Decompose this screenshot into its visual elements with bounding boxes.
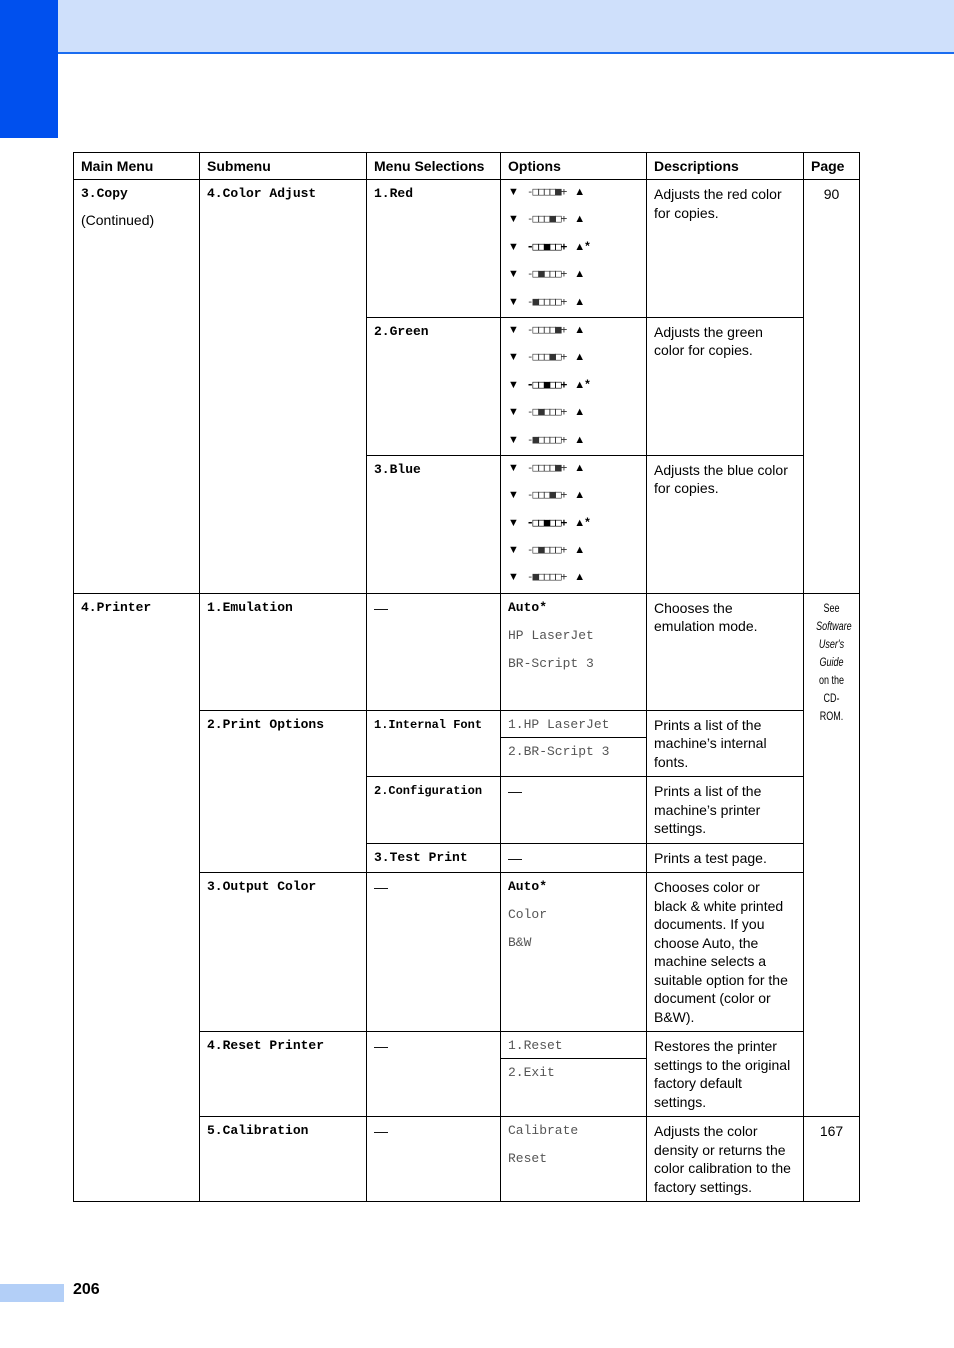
options-blue [501, 455, 647, 593]
level-bar: -□□□□■+ [526, 185, 567, 198]
page-ref-line: User's [818, 636, 845, 651]
default-marker: * [585, 514, 590, 529]
footer-tab [0, 1284, 64, 1302]
down-arrow-icon: ▼ [508, 323, 519, 336]
down-arrow-icon: ▼ [508, 268, 519, 281]
level-list [508, 180, 639, 317]
selection-red: 1.Red [367, 180, 501, 318]
option-reset: Reset [508, 1151, 548, 1167]
options-emulation [501, 593, 647, 710]
submenu-print-options: 2.Print Options [200, 710, 367, 873]
header-menu-selections: Menu Selections [367, 153, 501, 180]
selection-emulation-dash: — [367, 593, 501, 710]
selection-test-print: 3.Test Print [367, 843, 501, 873]
up-arrow-icon: ▲ [574, 186, 586, 198]
color-level-option [508, 428, 639, 455]
table-header-row [74, 153, 860, 180]
table-row [74, 180, 860, 318]
options-output-color [501, 873, 647, 1032]
header-main-menu: Main Menu [74, 153, 200, 180]
color-level-option [508, 538, 639, 565]
header-descriptions: Descriptions [647, 153, 804, 180]
submenu-reset-printer: 4.Reset Printer [200, 1032, 367, 1117]
desc-internal-font: Prints a list of the machine’s internal fonts. [647, 710, 804, 777]
up-arrow-icon: ▲ [574, 433, 586, 446]
option-reset: 1.Reset [501, 1032, 646, 1059]
options-test-print-dash: — [501, 843, 647, 873]
selection-output-color-dash: — [367, 873, 501, 1032]
submenu-output-color: 3.Output Color [200, 873, 367, 1032]
option-color: Color [508, 907, 548, 923]
down-arrow-icon: ▼ [508, 544, 519, 557]
header-page: Page [804, 153, 860, 180]
page-color-adjust: 90 [804, 180, 860, 594]
level-bar: -□□■□□+ [526, 239, 567, 253]
selection-green: 2.Green [367, 317, 501, 455]
down-arrow-icon: ▼ [508, 378, 519, 391]
option-calibrate: Calibrate [508, 1123, 579, 1139]
selection-configuration: 2.Configuration [367, 777, 501, 844]
main-menu-printer: 4.Printer [74, 593, 200, 1202]
page-calibration: 167 [804, 1117, 860, 1202]
option-hp-laserjet: 1.HP LaserJet [501, 711, 646, 738]
option-auto: Auto* [508, 599, 548, 615]
color-level-option [508, 373, 639, 400]
level-bar: -■□□□□+ [526, 570, 567, 584]
level-bar: -□■□□□+ [526, 405, 567, 419]
selection-blue: 3.Blue [367, 455, 501, 593]
color-level-option [508, 318, 639, 345]
down-arrow-icon: ▼ [508, 406, 519, 419]
selection-calibration-dash: — [367, 1117, 501, 1202]
default-marker: * [585, 376, 590, 391]
up-arrow-icon: ▲ [574, 461, 586, 474]
desc-configuration: Prints a list of the machine’s printer settings. [647, 777, 804, 844]
desc-red: Adjusts the red color for copies. [647, 180, 804, 318]
header-options: Options [501, 153, 647, 180]
level-list [508, 456, 639, 593]
option-exit: 2.Exit [508, 1065, 555, 1081]
up-arrow-icon: ▲ [574, 351, 586, 364]
color-level-option [508, 207, 639, 234]
level-bar: -□□■□□+ [526, 515, 567, 529]
option-br-script: 2.BR-Script 3 [508, 743, 610, 759]
up-arrow-icon: ▲ [574, 295, 586, 308]
header-submenu: Submenu [200, 153, 367, 180]
page-number: 206 [73, 1281, 100, 1298]
option-hp-laserjet: HP LaserJet [508, 627, 594, 643]
down-arrow-icon: ▼ [508, 489, 519, 502]
up-arrow-icon: ▲ [574, 323, 586, 336]
page-ref-line: Guide [819, 654, 844, 669]
color-level-option [508, 565, 639, 592]
up-arrow-icon: ▲ [574, 378, 586, 391]
level-list [508, 318, 639, 455]
page-ref-line: CD-ROM. [819, 690, 844, 723]
color-level-option [508, 180, 639, 207]
selection-reset-printer-dash: — [367, 1032, 501, 1117]
level-bar: -□□□■□+ [526, 350, 567, 364]
submenu-emulation: 1.Emulation [200, 593, 367, 710]
level-bar: -■□□□□+ [526, 432, 567, 446]
desc-emulation: Chooses the emulation mode. [647, 593, 804, 710]
color-level-option [508, 456, 639, 483]
down-arrow-icon: ▼ [508, 571, 519, 584]
desc-reset-printer: Restores the printer settings to the original factory default settings. [647, 1032, 804, 1117]
menu-table [73, 152, 860, 1202]
color-level-option [508, 345, 639, 372]
down-arrow-icon: ▼ [508, 351, 519, 364]
level-bar: -■□□□□+ [526, 294, 567, 308]
default-marker: * [585, 238, 590, 253]
color-level-option [508, 483, 639, 510]
up-arrow-icon: ▲ [574, 544, 586, 557]
color-level-option [508, 235, 639, 262]
desc-green: Adjusts the green color for copies. [647, 317, 804, 455]
option-br-script: BR-Script 3 [508, 655, 594, 671]
desc-output-color: Chooses color or black & white printed documents. If you choose Auto, the machine selects a suitable option for the document (color or B&W). [647, 873, 804, 1032]
up-arrow-icon: ▲ [574, 240, 586, 253]
up-arrow-icon: ▲ [574, 571, 586, 584]
continued-label: (Continued) [81, 212, 155, 228]
desc-test-print: Prints a test page. [647, 843, 804, 873]
color-level-option [508, 290, 639, 317]
chapter-tab [0, 0, 58, 138]
down-arrow-icon: ▼ [508, 240, 519, 253]
down-arrow-icon: ▼ [508, 516, 519, 529]
selection-internal-font: 1.Internal Font [367, 710, 501, 777]
options-internal-font [501, 710, 647, 777]
options-calibration [501, 1117, 647, 1202]
up-arrow-icon: ▲ [574, 213, 586, 226]
options-reset-printer [501, 1032, 647, 1117]
page-ref-line: on the [818, 672, 845, 687]
level-bar: -□□□■□+ [526, 488, 567, 502]
color-level-option [508, 400, 639, 427]
option-auto: Auto* [508, 879, 548, 895]
page-ref-text [816, 599, 852, 725]
up-arrow-icon: ▲ [574, 268, 586, 281]
down-arrow-icon: ▼ [508, 295, 519, 308]
main-menu-label: 3.Copy [81, 186, 128, 201]
desc-calibration: Adjusts the color density or returns the color calibration to the factory settings. [647, 1117, 804, 1202]
color-level-option [508, 262, 639, 289]
main-menu-copy [74, 180, 200, 594]
up-arrow-icon: ▲ [574, 516, 586, 529]
down-arrow-icon: ▼ [508, 213, 519, 226]
down-arrow-icon: ▼ [508, 186, 519, 198]
table-row [74, 593, 860, 710]
page-ref-line: Software [816, 618, 852, 633]
level-bar: -□□□■□+ [526, 212, 567, 226]
page-ref-software-guide [804, 593, 860, 1117]
level-bar: -□□□□■+ [526, 460, 567, 474]
level-bar: -□□■□□+ [526, 377, 567, 391]
desc-blue: Adjusts the blue color for copies. [647, 455, 804, 593]
options-green [501, 317, 647, 455]
up-arrow-icon: ▲ [574, 406, 586, 419]
level-bar: -□□□□■+ [526, 322, 567, 336]
down-arrow-icon: ▼ [508, 433, 519, 446]
up-arrow-icon: ▲ [574, 489, 586, 502]
options-red [501, 180, 647, 318]
header-band [58, 0, 954, 54]
page-ref-line: See [823, 600, 840, 615]
option-bw: B&W [508, 935, 532, 951]
level-bar: -□■□□□+ [526, 267, 567, 281]
color-level-option [508, 511, 639, 538]
down-arrow-icon: ▼ [508, 461, 519, 474]
level-bar: -□■□□□+ [526, 543, 567, 557]
submenu-color-adjust: 4.Color Adjust [200, 180, 367, 594]
submenu-calibration: 5.Calibration [200, 1117, 367, 1202]
options-configuration-dash: — [501, 777, 647, 844]
